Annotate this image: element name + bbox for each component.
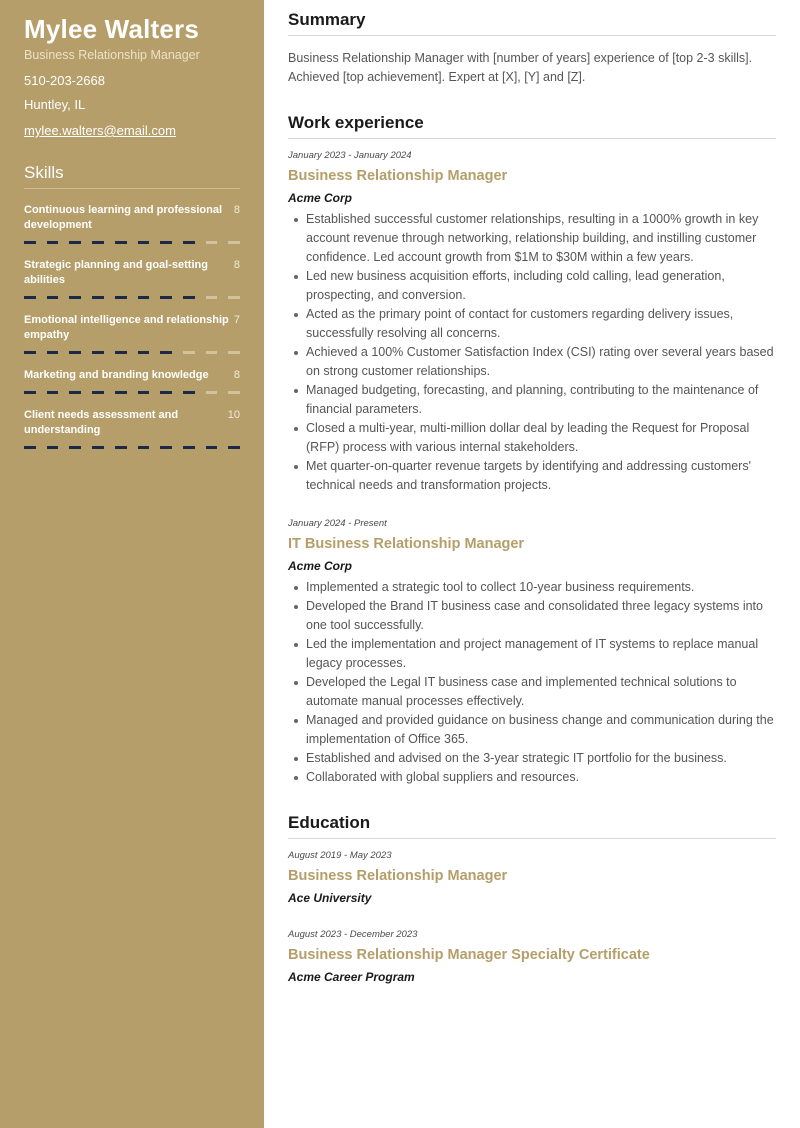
rating-dash-filled (47, 351, 59, 354)
rating-dash-empty (228, 296, 240, 299)
school-name: Acme Career Program (288, 970, 415, 984)
bullet-item: Established and advised on the 3-year strategic IT portfolio for the business. (306, 749, 776, 768)
summary-section (288, 10, 776, 87)
rating-dash-filled (69, 241, 81, 244)
rating-dash-filled (69, 446, 81, 449)
skill-name: Strategic planning and goal-setting abilities (24, 259, 208, 286)
rating-dash-filled (115, 351, 127, 354)
bullet-item: Led the implementation and project management of IT systems to replace manual legacy processes. (306, 635, 776, 673)
job-entry (288, 149, 776, 495)
job-title: Business Relationship Manager (288, 168, 508, 184)
email-link[interactable]: mylee.walters@email.com (24, 123, 176, 138)
job-entry (288, 517, 776, 787)
degree-title: Business Relationship Manager (288, 868, 508, 884)
job-bullets (288, 210, 776, 495)
skill-rating-bar (24, 241, 240, 244)
rating-dash-filled (24, 391, 36, 394)
skills-heading: Skills (24, 163, 240, 189)
rating-dash-filled (138, 241, 150, 244)
rating-dash-filled (115, 241, 127, 244)
skill-rating-bar (24, 296, 240, 299)
rating-dash-filled (183, 391, 195, 394)
skill-item (24, 258, 240, 299)
rating-dash-filled (183, 446, 195, 449)
job-title: IT Business Relationship Manager (288, 536, 525, 552)
skill-name: Emotional intelligence and relationship empathy (24, 314, 229, 341)
rating-dash-empty (183, 351, 195, 354)
work-experience-heading: Work experience (288, 113, 776, 139)
rating-dash-filled (47, 241, 59, 244)
rating-dash-empty (206, 296, 218, 299)
rating-dash-filled (138, 296, 150, 299)
bullet-item: Led new business acquisition efforts, including cold calling, lead generation, prospecting, and conversion. (306, 267, 776, 305)
rating-dash-filled (138, 446, 150, 449)
rating-dash-filled (92, 446, 104, 449)
skill-item (24, 408, 240, 449)
rating-dash-filled (206, 446, 218, 449)
rating-dash-filled (160, 351, 172, 354)
skills-list (24, 203, 240, 449)
school-name: Ace University (288, 891, 372, 905)
skill-score: 7 (233, 314, 240, 326)
rating-dash-filled (115, 446, 127, 449)
bullet-item: Established successful customer relationships, resulting in a 1000% growth in key account revenue through networking, relationship building, and instilling customer confidence. Led account growth from $1M to $30M within a few years. (306, 210, 776, 267)
rating-dash-filled (24, 241, 36, 244)
bullet-item: Managed budgeting, forecasting, and planning, contributing to the maintenance of financial parameters. (306, 381, 776, 419)
education-entry (288, 849, 776, 906)
rating-dash-filled (24, 296, 36, 299)
rating-dash-filled (160, 241, 172, 244)
summary-heading: Summary (288, 10, 776, 36)
rating-dash-filled (47, 446, 59, 449)
summary-text: Business Relationship Manager with [number of years] experience of [top 2-3 skills]. Achieved [top achievement]. Expert at [X], [Y] and [Z]. (288, 51, 753, 84)
rating-dash-filled (47, 296, 59, 299)
rating-dash-empty (228, 391, 240, 394)
rating-dash-empty (228, 241, 240, 244)
bullet-item: Developed the Legal IT business case and implemented technical solutions to automate manual processes effectively. (306, 673, 776, 711)
skill-rating-bar (24, 391, 240, 394)
job-bullets (288, 578, 776, 787)
job-dates: January 2023 - January 2024 (288, 150, 412, 161)
rating-dash-filled (92, 296, 104, 299)
bullet-item: Acted as the primary point of contact for customers regarding delivery issues, successfully resolving all concerns. (306, 305, 776, 343)
rating-dash-filled (160, 391, 172, 394)
rating-dash-filled (69, 391, 81, 394)
education-section (288, 813, 776, 985)
rating-dash-filled (183, 241, 195, 244)
rating-dash-filled (115, 296, 127, 299)
skill-rating-bar (24, 446, 240, 449)
bullet-item: Developed the Brand IT business case and consolidated three legacy systems into one tool successfully. (306, 597, 776, 635)
bullet-item: Collaborated with global suppliers and resources. (306, 768, 776, 787)
education-dates: August 2023 - December 2023 (288, 929, 418, 940)
candidate-name: Mylee Walters (24, 14, 200, 44)
rating-dash-filled (92, 241, 104, 244)
rating-dash-empty (206, 241, 218, 244)
rating-dash-filled (138, 351, 150, 354)
skill-score: 10 (227, 409, 240, 421)
rating-dash-filled (183, 296, 195, 299)
rating-dash-filled (24, 351, 36, 354)
skill-score: 8 (233, 369, 240, 381)
skill-score: 8 (233, 204, 240, 216)
rating-dash-filled (92, 351, 104, 354)
main-content (288, 10, 776, 985)
location: Huntley, IL (24, 97, 86, 112)
phone-number: 510-203-2668 (24, 73, 105, 88)
rating-dash-filled (115, 391, 127, 394)
degree-title: Business Relationship Manager Specialty Certificate (288, 947, 650, 963)
bullet-item: Closed a multi-year, multi-million dollar deal by leading the Request for Proposal (RFP) process with various internal stakeholders. (306, 419, 776, 457)
bullet-item: Implemented a strategic tool to collect 10-year business requirements. (306, 578, 776, 597)
skill-item (24, 203, 240, 244)
rating-dash-empty (228, 351, 240, 354)
rating-dash-empty (206, 391, 218, 394)
education-entry (288, 928, 776, 985)
skill-item (24, 368, 240, 394)
rating-dash-filled (228, 446, 240, 449)
company-name: Acme Corp (288, 559, 353, 573)
bullet-item: Met quarter-on-quarter revenue targets by identifying and addressing customers' technical needs and transformation projects. (306, 457, 776, 495)
bullet-item: Achieved a 100% Customer Satisfaction Index (CSI) rating over several years based on strong customer relationships. (306, 343, 776, 381)
company-name: Acme Corp (288, 191, 353, 205)
skill-name: Client needs assessment and understanding (24, 409, 179, 436)
education-heading: Education (288, 813, 776, 839)
skill-name: Marketing and branding knowledge (24, 369, 209, 381)
skill-score: 8 (233, 259, 240, 271)
rating-dash-filled (24, 446, 36, 449)
job-dates: January 2024 - Present (288, 518, 387, 529)
candidate-title: Business Relationship Manager (24, 48, 200, 62)
rating-dash-filled (160, 296, 172, 299)
rating-dash-filled (69, 351, 81, 354)
skill-name: Continuous learning and professional development (24, 204, 223, 231)
rating-dash-filled (160, 446, 172, 449)
sidebar (0, 0, 264, 1128)
rating-dash-filled (47, 391, 59, 394)
skill-rating-bar (24, 351, 240, 354)
rating-dash-empty (206, 351, 218, 354)
skill-item (24, 313, 240, 354)
rating-dash-filled (138, 391, 150, 394)
education-dates: August 2019 - May 2023 (288, 850, 392, 861)
work-experience-section (288, 113, 776, 787)
rating-dash-filled (92, 391, 104, 394)
rating-dash-filled (69, 296, 81, 299)
bullet-item: Managed and provided guidance on business change and communication during the implementation of Office 365. (306, 711, 776, 749)
